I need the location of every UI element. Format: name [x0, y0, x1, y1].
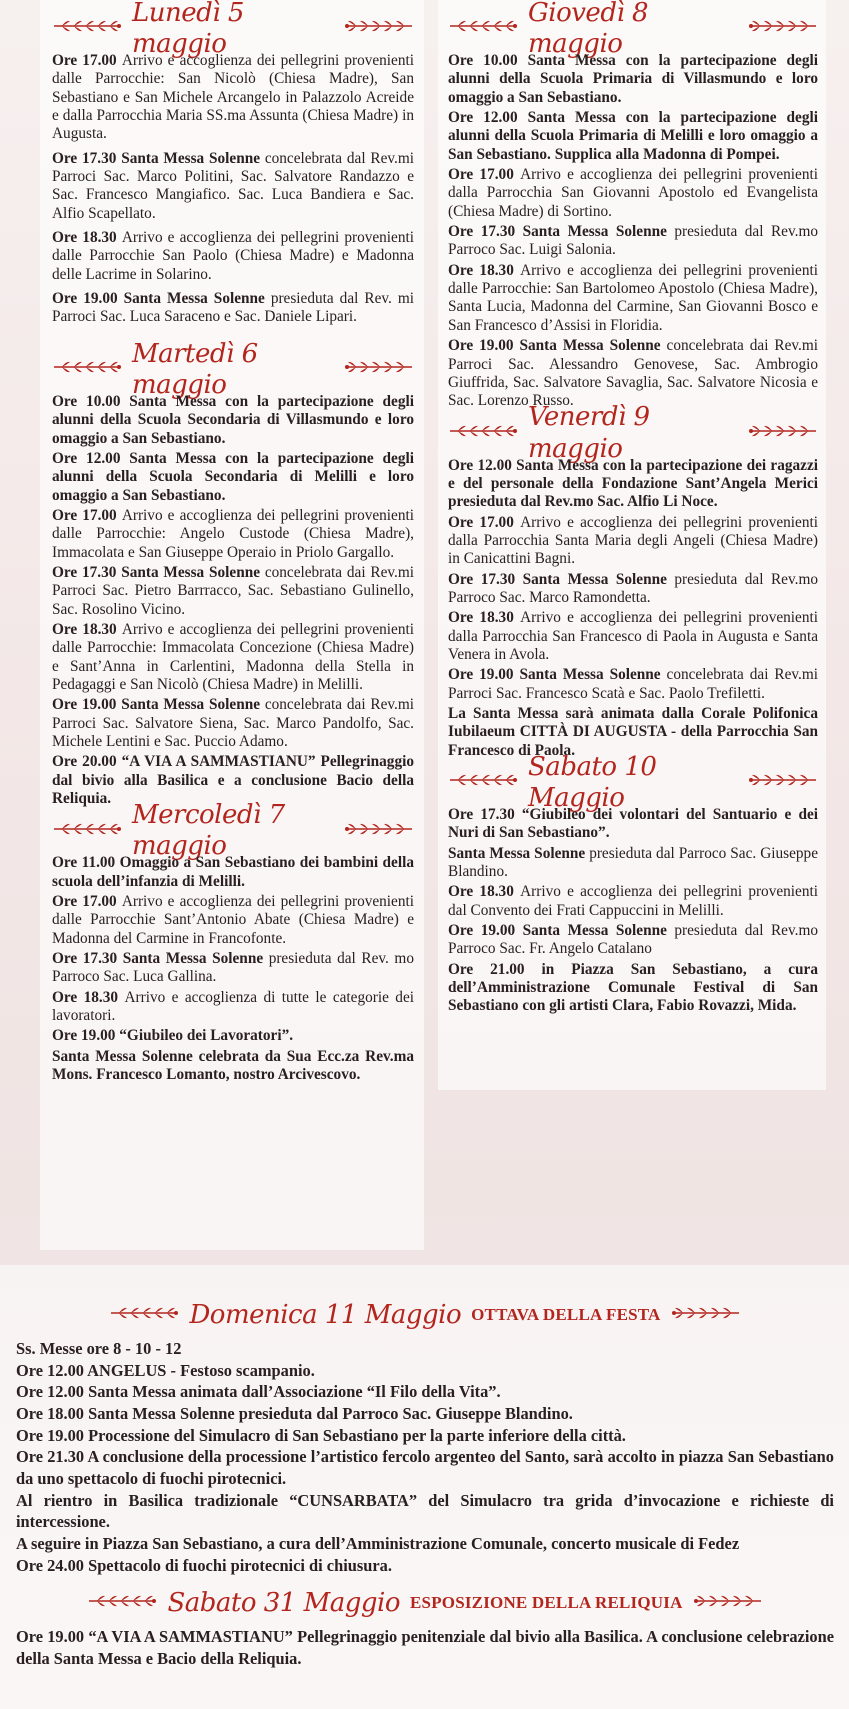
schedule-entry — [52, 393, 414, 448]
entry-description: presieduta dal Rev. mo Parroco Sac. Luca Gallina. — [52, 950, 414, 986]
schedule-entry — [448, 337, 818, 410]
left-column — [52, 0, 414, 1087]
entry-description: presieduta dal Parroco Sac. Giuseppe Blandino. — [448, 844, 818, 881]
olive-branch-icon — [344, 822, 414, 841]
entry-time-title: Ore 17.00 — [448, 166, 521, 184]
entry-time-title: Ore 17.30 Santa Messa Solenne — [448, 570, 675, 588]
day-entries-martedi — [52, 393, 414, 809]
entry-description: Arrivo e accoglienza dei pellegrini provenienti dalle Parrocchie: Angelo Custode (Chiesa Madre), Immacolata e San Giuseppe Operaio in Priolo Gargallo. — [52, 506, 414, 561]
day-entries-venerdi — [448, 457, 818, 761]
entry-time-title: Ore 10.00 Santa Messa con la partecipazione degli alunni della Scuola Primaria di Villasmundo e loro omaggio a San Sebastiano. — [448, 52, 818, 106]
entry-time-title: Ore 12.00 Santa Messa con la partecipazione dei ragazzi e del personale della Fondazione Sant’Angela Merici presieduta dal Rev.mo Sac. Alfio Li Noce. — [448, 456, 818, 511]
entry-time-title: Ore 19.00 Santa Messa Solenne — [52, 290, 271, 308]
olive-branch-icon — [87, 1592, 157, 1614]
day-entries-sabato-10 — [448, 806, 818, 1016]
entry-time-title: Ore 11.00 Omaggio a San Sebastiano dei bambini della scuola dell’infanzia di Melilli. — [52, 854, 414, 890]
day-heading-sabato-10 — [448, 751, 818, 814]
entry-description: concelebrata dai Rev.mi Parroci Sac. Pietro Barrracco, Sac. Sebastiano Gulinello, Sac. Rosolino Vicino. — [52, 563, 414, 618]
schedule-entry — [52, 229, 414, 284]
entry-description: Arrivo e accoglienza dei pellegrini provenienti dal Convento dei Frati Cappuccini in Melilli. — [448, 883, 818, 919]
schedule-entry — [52, 893, 414, 948]
entry-time-title: Ore 19.00 Santa Messa Solenne — [448, 337, 667, 355]
olive-branch-icon — [344, 19, 414, 38]
entry-time-title: Ore 17.00 — [52, 893, 122, 911]
olive-branch-icon — [448, 424, 518, 443]
schedule-line: Ss. Messe ore 8 - 10 - 12 — [16, 1339, 182, 1358]
entry-description: Arrivo e accoglienza dei pellegrini provenienti dalla Parrocchia San Giovanni Apostolo ed Evangelista (Chiesa Madre) di Sortino. — [448, 166, 818, 220]
olive-branch-icon — [52, 360, 122, 379]
day-title: Domenica 11 Maggio — [189, 1299, 462, 1330]
entry-time-title: Ore 12.00 Santa Messa con la partecipazione degli alunni della Scuola Primaria di Melilli e loro omaggio a San Sebastiano. Supplica alla Madonna di Pompei. — [448, 109, 818, 163]
day-subtitle: OTTAVA DELLA FESTA — [471, 1304, 661, 1324]
schedule-line: Ore 18.00 Santa Messa Solenne presieduta dal Parroco Sac. Giuseppe Blandino. — [16, 1403, 573, 1423]
schedule-entry — [52, 150, 414, 223]
schedule-entry — [448, 223, 818, 260]
entry-time-title: Ore 10.00 Santa Messa con la partecipazione degli alunni della Scuola Secondaria di Villasmundo e loro omaggio a San Sebastiano. — [52, 392, 414, 447]
schedule-entry — [52, 621, 414, 694]
schedule-line: A seguire in Piazza San Sebastiano, a cura dell’Amministrazione Comunale, concerto musicale di Fedez — [16, 1533, 740, 1553]
entry-description: Arrivo e accoglienza dei pellegrini provenienti dalla Parrocchia San Francesco di Paola in Augusta e Santa Venera in Avola. — [448, 609, 818, 663]
schedule-entry — [448, 571, 818, 608]
entry-description: Arrivo e accoglienza di tutte le categorie dei lavoratori. — [52, 988, 414, 1025]
entry-description: presieduta dal Rev.mo Parroco Sac. Marco Ramondetta. — [448, 570, 818, 606]
entry-time-title: Ore 12.00 Santa Messa con la partecipazione degli alunni della Scuola Secondaria di Melilli e loro omaggio a San Sebastiano. — [52, 449, 414, 504]
schedule-line: Ore 24.00 Spettacolo di fuochi pirotecnici di chiusura. — [16, 1555, 392, 1575]
olive-branch-icon — [52, 822, 122, 841]
entry-time-title: Ore 19.00 “Giubileo dei Lavoratori”. — [52, 1027, 294, 1045]
entry-time-title: Ore 18.30 — [448, 883, 521, 901]
schedule-entry — [52, 1048, 414, 1085]
olive-branch-icon — [344, 360, 414, 379]
entry-time-title: Ore 21.00 in Piazza San Sebastiano, a cura dell’Amministrazione Comunale Festival di San Sebastiano con gli artisti Clara, Fabio Rovazzi, Mida. — [448, 960, 818, 1015]
day-entries-lunedi — [52, 52, 414, 327]
olive-branch-icon — [448, 773, 518, 792]
day-heading-sabato-31 — [16, 1586, 834, 1620]
entry-description: concelebrata dal Rev.mi Parroci Sac. Marco Politini, Sac. Salvatore Randazzo e Sac. Francesco Mangiafico. Sac. Luca Bandiera e Sac. Alfio Scapellato. — [52, 149, 414, 222]
entry-description: presieduta dal Rev.mo Parroco Sac. Luigi Salonia. — [448, 223, 818, 259]
entry-description: Arrivo e accoglienza dei pellegrini provenienti dalle Parrocchie: San Bartolomeo Apostolo (Chiesa Madre), Santa Lucia, Madonna del Carmine, San Giovanni Bosco e San Francesco d’Assisi in Floridia. — [448, 261, 818, 334]
schedule-entry — [52, 950, 414, 987]
schedule-entry — [448, 166, 818, 221]
schedule-entry — [448, 883, 818, 920]
day-heading-giovedi — [448, 0, 818, 59]
schedule-entry — [448, 961, 818, 1016]
schedule-line: Ore 19.00 Processione del Simulacro di San Sebastiano per la parte inferiore della città. — [16, 1425, 626, 1445]
day-title: Giovedì 8 maggio — [528, 0, 649, 59]
olive-branch-icon — [52, 19, 122, 38]
day-heading-lunedi — [52, 0, 414, 59]
entry-time-title: Ore 17.30 “Giubileo dei volontari del Santuario e dei Nuri di San Sebastiano”. — [448, 806, 818, 842]
schedule-line: Ore 21.30 A conclusione della processione l’artistico fercolo argenteo del Santo, sarà accolto in piazza San Sebastiano da uno spettacolo di fuochi pirotecnici. — [16, 1447, 834, 1488]
schedule-entry — [52, 290, 414, 327]
entry-time-title: La Santa Messa sarà animata dalla Corale Polifonica Iubilaeum CITTÀ DI AUGUSTA - della Parrocchia San Francesco di Paola. — [448, 705, 818, 759]
entry-description: Arrivo e accoglienza dei pellegrini provenienti dalle Parrocchie San Paolo (Chiesa Madre) e Madonna delle Lacrime in Solarino. — [52, 229, 414, 283]
day-subtitle: ESPOSIZIONE DELLA RELIQUIA — [410, 1593, 683, 1612]
schedule-entry — [52, 507, 414, 562]
entry-time-title: Santa Messa Solenne celebrata da Sua Ecc.za Rev.ma Mons. Francesco Lomanto, nostro Arcivescovo. — [52, 1047, 414, 1084]
entry-description: presieduta dal Rev.mo Parroco Sac. Fr. Angelo Catalano — [448, 922, 818, 958]
entry-time-title: Ore 17.00 — [52, 52, 122, 69]
schedule-entry — [448, 922, 818, 959]
entry-time-title: Ore 17.30 Santa Messa Solenne — [52, 950, 269, 968]
day-lines-domenica — [16, 1338, 834, 1576]
schedule-entry — [52, 696, 414, 751]
schedule-entry — [448, 457, 818, 512]
entry-description: Arrivo e accoglienza dei pellegrini provenienti dalle Parrocchie: Immacolata Concezione (Chiesa Madre) e Sant’Anna in Carlentini, Madonna della Stella in Pedagaggi e San Nicolò (Chiesa Madre) in Melilli. — [52, 620, 414, 693]
entry-time-title: Ore 18.30 — [52, 229, 122, 247]
entry-time-title: Ore 19.00 Santa Messa Solenne — [52, 696, 265, 714]
schedule-line: Ore 12.00 ANGELUS - Festoso scampanio. — [16, 1360, 315, 1380]
day-title: Sabato 31 Maggio — [167, 1588, 400, 1619]
schedule-entry — [448, 109, 818, 164]
day-heading-venerdi — [448, 402, 818, 464]
entry-time-title: Ore 18.30 — [52, 988, 125, 1006]
entry-time-title: Ore 19.00 Santa Messa Solenne — [448, 666, 667, 684]
entry-time-title: Ore 17.30 Santa Messa Solenne — [52, 563, 265, 581]
olive-branch-icon — [671, 1304, 741, 1326]
schedule-entry — [52, 1027, 414, 1045]
olive-branch-icon — [748, 19, 818, 38]
day-heading-domenica — [16, 1298, 834, 1332]
day-title: Martedì 6 maggio — [132, 338, 258, 400]
right-column — [448, 0, 819, 1018]
schedule-entry — [448, 806, 818, 843]
day-entries-mercoledi — [52, 854, 414, 1084]
schedule-entry — [448, 609, 818, 664]
day-entries-giovedi — [448, 52, 818, 411]
schedule-entry — [52, 52, 414, 144]
entry-time-title: Ore 20.00 “A VIA A SAMMASTIANU” Pellegrinaggio dal bivio alla Basilica e a conclusione Bacio della Reliquia. — [52, 753, 414, 808]
entry-time-title: Ore 18.30 — [52, 620, 122, 638]
entry-time-title: Ore 19.00 Santa Messa Solenne — [448, 922, 675, 940]
day-title: Sabato 10 Maggio — [528, 751, 657, 814]
olive-branch-icon — [448, 19, 518, 38]
entry-time-title: Santa Messa Solenne — [448, 844, 590, 862]
olive-branch-icon — [748, 424, 818, 443]
entry-description: Arrivo e accoglienza dei pellegrini provenienti dalle Parrocchie: San Nicolò (Chiesa Madre), San Sebastiano e San Michele Arcangelo in Palazzolo Acreide e dalla Parrocchia Maria SS.ma Assunta (Chiesa Madre) in Augusta. — [52, 52, 414, 143]
entry-time-title: Ore 17.30 Santa Messa Solenne — [448, 223, 675, 241]
day-title: Lunedì 5 maggio — [132, 0, 244, 59]
schedule-entry — [448, 845, 818, 882]
entry-description: Arrivo e accoglienza dei pellegrini provenienti dalle Parrocchie Sant’Antonio Abate (Chiesa Madre) e Madonna del Carmine in Francofonte. — [52, 893, 414, 947]
day-title: Mercoledì 7 maggio — [132, 800, 285, 862]
entry-description: presieduta dal Rev. mi Parroci Sac. Luca Saraceno e Sac. Daniele Lipari. — [52, 290, 414, 326]
schedule-entry — [448, 514, 818, 569]
olive-branch-icon — [748, 773, 818, 792]
schedule-entry — [448, 52, 818, 107]
schedule-entry — [52, 564, 414, 619]
day-lines-sabato-31 — [16, 1626, 834, 1669]
entry-description: concelebrata dai Rev.mi Parroci Sac. Salvatore Siena, Sac. Marco Pandolfo, Sac. Michele Lentini e Sac. Puccio Adamo. — [52, 696, 414, 750]
schedule-entry — [52, 989, 414, 1026]
entry-description: Arrivo e accoglienza dei pellegrini provenienti dalla Parrocchia Santa Maria degli Angeli (Chiesa Madre) in Canicattini Bagni. — [448, 513, 818, 568]
schedule-line: Ore 12.00 Santa Messa animata dall’Associazione “Il Filo della Vita”. — [16, 1382, 501, 1402]
day-heading-martedi — [52, 338, 414, 400]
entry-time-title: Ore 17.30 Santa Messa Solenne — [52, 149, 265, 167]
day-title: Venerdì 9 maggio — [528, 402, 650, 464]
schedule-line: Ore 19.00 “A VIA A SAMMASTIANU” Pellegrinaggio penitenziale dal bivio alla Basilica. A conclusione celebrazione della Santa Messa e Bacio della Reliquia. — [16, 1627, 834, 1668]
olive-branch-icon — [109, 1304, 179, 1326]
olive-branch-icon — [693, 1592, 763, 1614]
bottom-section — [16, 1292, 834, 1670]
schedule-line: Al rientro in Basilica tradizionale “CUNSARBATA” del Simulacro tra grida d’invocazione e richieste di intercessione. — [16, 1490, 834, 1532]
schedule-entry — [52, 450, 414, 505]
entry-time-title: Ore 18.30 — [448, 609, 521, 627]
entry-time-title: Ore 17.00 — [448, 513, 521, 531]
schedule-entry — [52, 854, 414, 891]
entry-time-title: Ore 18.30 — [448, 261, 521, 279]
entry-description: concelebrata dai Rev.mi Parroci Sac. Francesco Scatà e Sac. Paolo Trefiletti. — [448, 666, 819, 702]
schedule-entry — [448, 262, 818, 335]
schedule-entry — [448, 666, 818, 703]
day-heading-mercoledi — [52, 800, 414, 862]
entry-description: concelebrata dai Rev.mi Parroci Sac. Alessandro Genovese, Sac. Ambrogio Giuffrida, Sac. Salvatore Savaglia, Sac. Salvatore Nicosia e Sac. Lorenzo Russo. — [448, 337, 819, 410]
entry-time-title: Ore 17.00 — [52, 506, 122, 524]
